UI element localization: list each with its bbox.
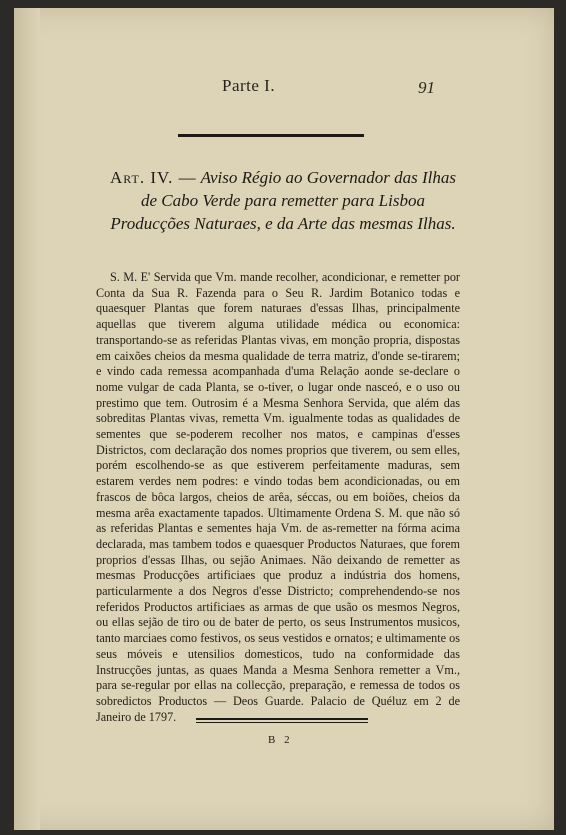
article-body	[96, 270, 460, 725]
book-page	[14, 8, 554, 830]
article-number: Art. IV. —	[109, 168, 197, 187]
body-paragraph: S. M. E' Servida que Vm. mande recolher, acondicionar, e remetter por Conta da Sua R. Fazenda para o Seu R. Jardim Botanico todas e quaesquer Plantas que forem naturaes d'essas Ilhas, principalmente aquellas que tiverem alguma utilidade médica ou economica: transportando-se as referidas Plantas vivas, em monção propria, dispostas em caixões cheios da mesma qualidade de terra matriz, d'onde se-tirarem; e vindo cada remessa acompanhada d'uma Relação aonde se-declare o nome vulgar de cada Planta, se o-tiver, o lugar onde nasceó, e o uso ou prestimo que tem. Outrosim é a Mesma Senhora Servida, que além das sobreditas Plantas vivas, remetta Vm. igualmente todas as qualidades de sementes que se-poderem recolher nos matos, e campinas d'esses Districtos, com declaração dos nomes proprios que tiverem, ou sem elles, porém escolhendo-se as que estiverem perfeitamente maduras, sem estarem verdes nem podres: e vindo todas bem acondicionadas, ou em frascos de bôca largos, cheios de arêa, séccas, ou em boiões, cheios da mesma arêa exactamente tapados. Ultimamente Ordena S. M. que não só as referidas Plantas e sementes haja Vm. de as-remetter na fórma acima declarada, mas tambem todos e quaesquer Productos Naturaes, que forem proprios d'essas Ilhas, ou sejão Animaes. Não deixando de remetter as mesmas Producções artificiaes que produz a indústria dos homens, particularmente a dos Negros d'esse Districto; comprehendendo-se nos referidos Productos artificiaes as armas de que usão os mesmos Negros, ou ellas sejão de tiro ou de bater de perto, os seus Instrumentos musicos, tanto marciaes como festivos, os seus vestidos e ornatos; e ultimamente os seus móveis e utensilios domesticos, tudo na conformidade das Instrucções juntas, as quaes Manda a Mesma Senhora remetter a Vm., para se-regular por ellas na collecção, preparação, e remessa de todos os sobredictos Productos — Deos Guarde. Palacio de Quéluz em 2 de Janeiro de 1797.	[96, 270, 460, 724]
article-title: Aviso Régio ao Governador das Ilhas de Cabo Verde para remetter para Lisboa Producções Naturaes, e da Arte das mesmas Ilhas.	[110, 168, 457, 233]
header-title: Parte I.	[222, 76, 276, 95]
article-heading	[100, 166, 466, 235]
running-header	[14, 76, 554, 106]
page-spine-shadow	[14, 8, 40, 830]
footer-rule-thin	[196, 722, 368, 723]
footer-rule	[196, 718, 368, 720]
page-number: 91	[418, 78, 435, 97]
signature-mark: B 2	[268, 734, 293, 746]
header-rule	[178, 134, 364, 137]
